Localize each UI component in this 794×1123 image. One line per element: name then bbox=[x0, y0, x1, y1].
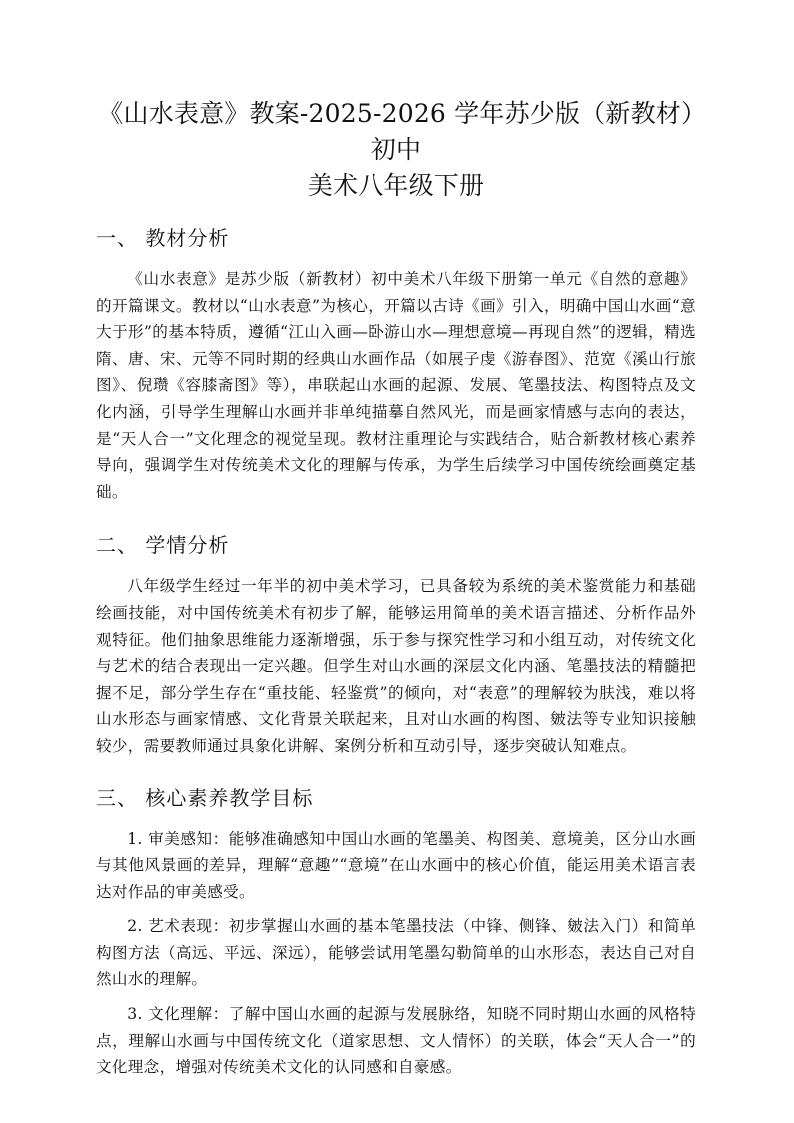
goal-cultural-understanding: 3. 文化理解：了解中国山水画的起源与发展脉络，知晓不同时期山水画的风格特点，理解山水画与中国传统文化（道家思想、文人情怀）的关联，体会“天人合一”的文化理念，增强对传统美术文化的认同感和自豪感。 bbox=[96, 1005, 696, 1077]
goal-aesthetic-perception: 1. 审美感知：能够准确感知中国山水画的笔墨美、构图美、意境美，区分山水画与其他风景画的差异，理解“意趣”“意境”在山水画中的核心价值，能运用美术语言表达对作品的审美感受。 bbox=[96, 829, 696, 901]
section-heading-student-analysis: 二、 学情分析 bbox=[96, 533, 230, 558]
paragraph-textbook-analysis: 《山水表意》是苏少版（新教材）初中美术八年级下册第一单元《自然的意趣》的开篇课文。教材以“山水表意”为核心，开篇以古诗《画》引入，明确中国山水画“意大于形”的基本特质，遵循“江山入画—卧游山水—理想意境—再现自然”的逻辑，精选隋、唐、宋、元等不同时期的经典山水画作品（如展子虔《游春图》、范宽《溪山行旅图》、倪瓒《容膝斋图》等），串联起山水画的起源、发展、笔墨技法、构图特点及文化内涵，引导学生理解山水画并非单纯描摹自然风光，而是画家情感与志向的表达，是“天人合一”文化理念的视觉呈现。教材注重理论与实践结合，贴合新教材核心素养导向，强调学生对传统美术文化的理解与传承，为学生后续学习中国传统绘画奠定基础。 bbox=[96, 270, 696, 501]
document-title bbox=[96, 96, 696, 204]
title-line-2: 美术八年级下册 bbox=[307, 171, 485, 200]
section-heading-textbook-analysis: 一、 教材分析 bbox=[96, 226, 230, 250]
goal-artistic-expression: 2. 艺术表现：初步掌握山水画的基本笔墨技法（中锋、侧锋、皴法入门）和简单构图方法（高远、平远、深远），能够尝试用笔墨勾勒简单的山水形态，表达自己对自然山水的理解。 bbox=[96, 917, 696, 989]
section-heading-teaching-goals: 三、 核心素养教学目标 bbox=[96, 785, 314, 810]
title-line-1: 《山水表意》教案-2025-2026 学年苏少版（新教材）初中 bbox=[98, 99, 694, 164]
paragraph-student-analysis: 八年级学生经过一年半的初中美术学习，已具备较为系统的美术鉴赏能力和基础绘画技能，对中国传统美术有初步了解，能够运用简单的美术语言描述、分析作品外观特征。他们抽象思维能力逐渐增强，乐于参与探究性学习和小组互动，对传统文化与艺术的结合表现出一定兴趣。但学生对山水画的深层文化内涵、笔墨技法的精髓把握不足，部分学生存在“重技能、轻鉴赏”的倾向，对“表意”的理解较为肤浅，难以将山水形态与画家情感、文化背景关联起来，且对山水画的构图、皴法等专业知识接触较少，需要教师通过具象化讲解、案例分析和互动引导，逐步突破认知难点。 bbox=[96, 577, 696, 755]
document-page bbox=[96, 96, 696, 1081]
